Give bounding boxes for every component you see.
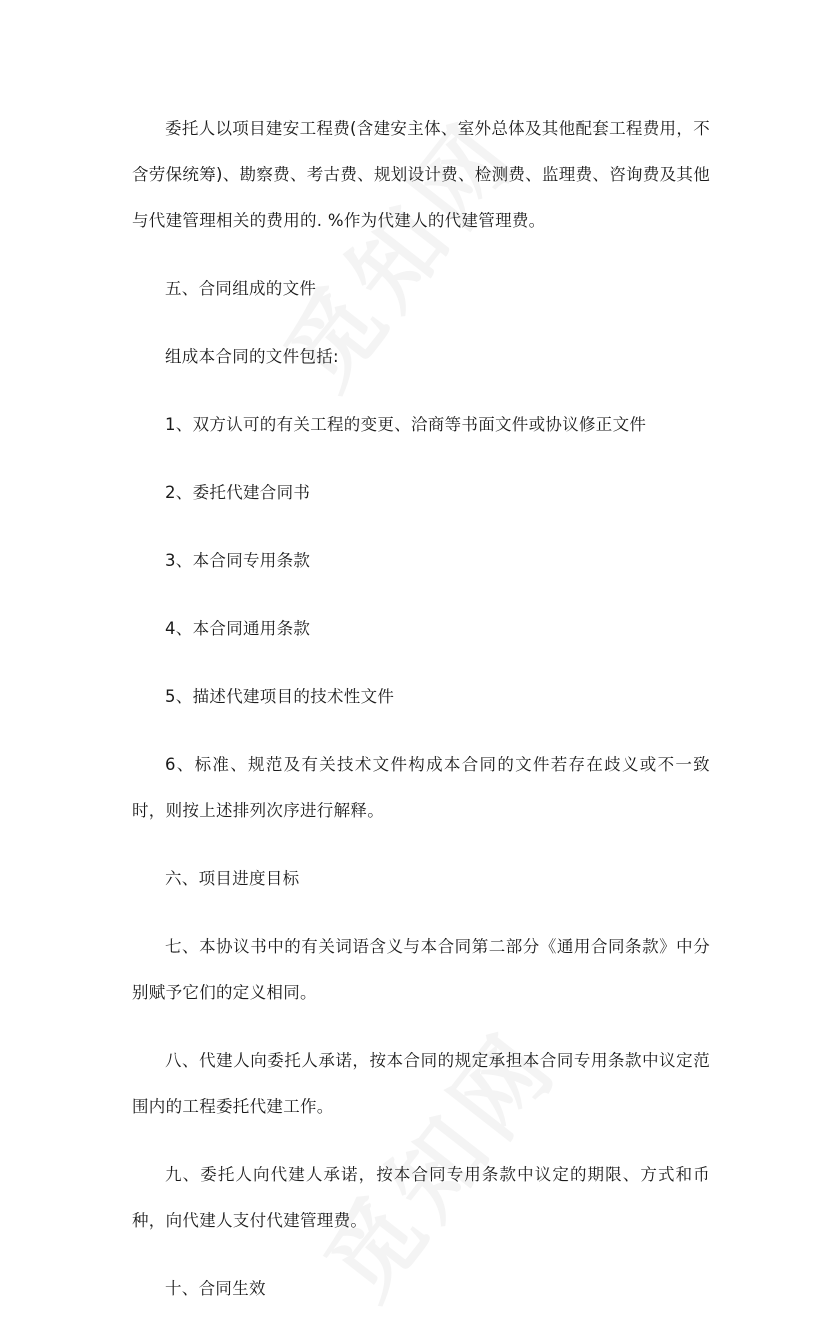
section-8: 八、代建人向委托人承诺，按本合同的规定承担本合同专用条款中议定范围内的工程委托代建工作。	[132, 1051, 710, 1116]
section-heading-10: 十、合同生效	[165, 1279, 266, 1298]
list-item-2: 2、委托代建合同书	[165, 483, 311, 502]
paragraph-documents-intro: 组成本合同的文件包括:	[165, 347, 339, 366]
list-item-3: 3、本合同专用条款	[165, 551, 311, 570]
section-7: 七、本协议书中的有关词语含义与本合同第二部分《通用合同条款》中分别赋予它们的定义相同。	[132, 937, 710, 1002]
list-item-5: 5、描述代建项目的技术性文件	[165, 687, 395, 706]
section-heading-5: 五、合同组成的文件	[165, 279, 317, 298]
list-item-4: 4、本合同通用条款	[165, 619, 311, 638]
paragraph-fee-clause: 委托人以项目建安工程费(含建安主体、室外总体及其他配套工程费用，不含劳保统筹)、勘察费、考古费、规划设计费、检测费、监理费、咨询费及其他与代建管理相关的费用的. %作为代建人的代建管理费。	[132, 119, 710, 230]
section-heading-6: 六、项目进度目标	[165, 869, 300, 888]
document-body	[132, 106, 710, 1334]
list-item-6: 6、标准、规范及有关技术文件构成本合同的文件若存在歧义或不一致时，则按上述排列次序进行解释。	[132, 755, 710, 820]
section-9: 九、委托人向代建人承诺，按本合同专用条款中议定的期限、方式和币种，向代建人支付代建管理费。	[132, 1165, 710, 1230]
list-item-1: 1、双方认可的有关工程的变更、洽商等书面文件或协议修正文件	[165, 415, 647, 434]
